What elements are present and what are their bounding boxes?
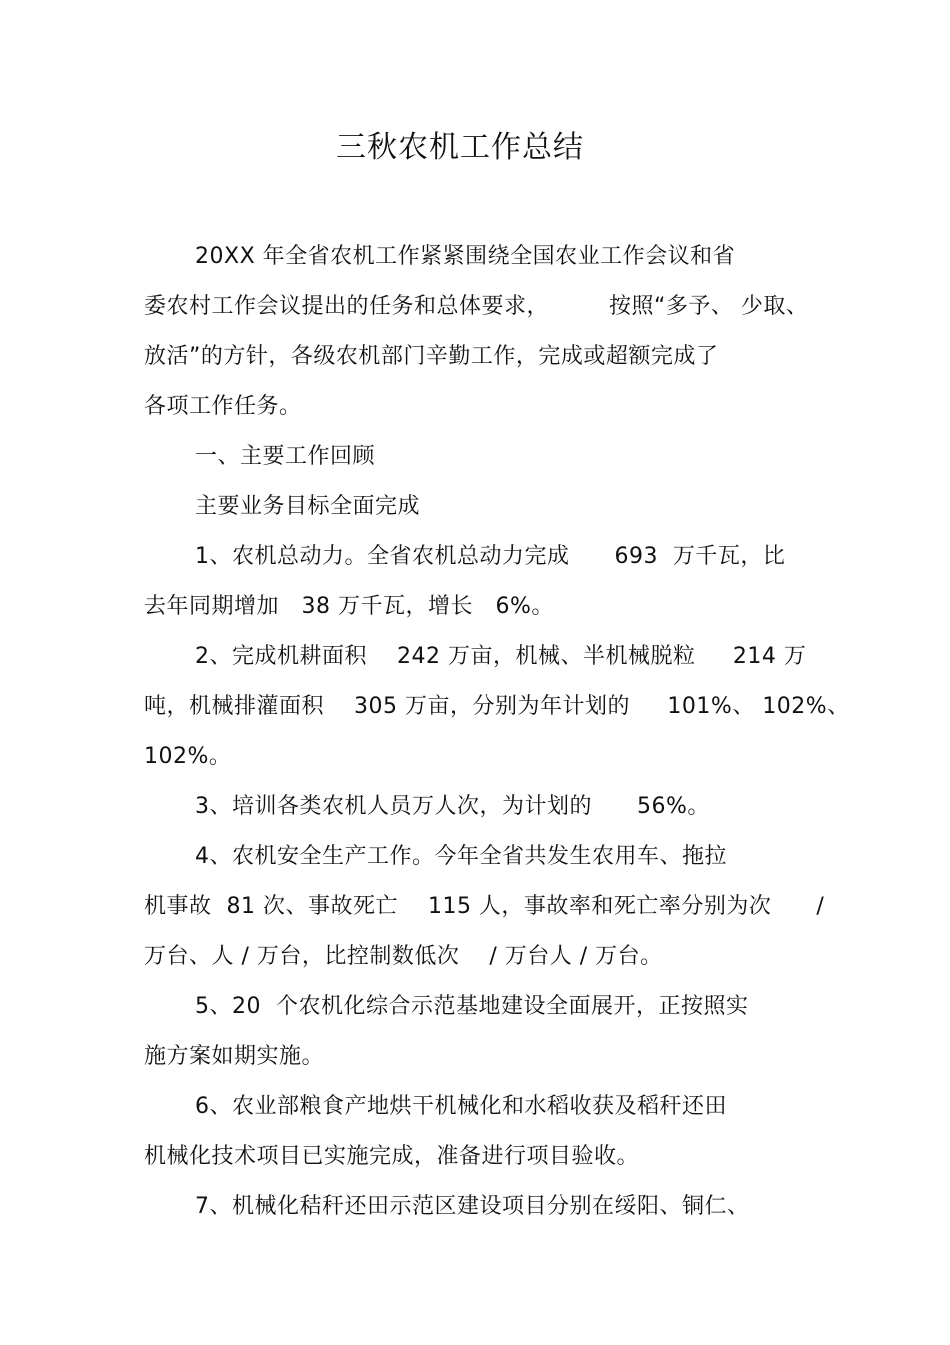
body-line: 5、20 个农机化综合示范基地建设全面展开，正按照实 — [195, 994, 749, 1019]
body-line: 1、农机总动力。全省农机总动力完成 693 万千瓦，比 — [195, 544, 786, 569]
body-line: 2、完成机耕面积 242 万亩，机械、半机械脱粒 214 万 — [195, 644, 807, 669]
body-line: 放活”的方针，各级农机部门辛勤工作，完成或超额完成了 — [144, 344, 719, 369]
body-line: 20XX 年全省农机工作紧紧围绕全国农业工作会议和省 — [195, 244, 736, 269]
section-heading: 一、主要工作回顾 — [195, 444, 376, 469]
body-line: 机械化技术项目已实施完成，准备进行项目验收。 — [144, 1144, 640, 1169]
body-line: 4、农机安全生产工作。今年全省共发生农用车、拖拉 — [195, 844, 727, 869]
body-line: 委农村工作会议提出的任务和总体要求， 按照“多予、 少取、 — [144, 294, 809, 319]
document-title: 三秋农机工作总结 — [336, 130, 584, 165]
body-line: 6、农业部粮食产地烘干机械化和水稻收获及稻秆还田 — [195, 1094, 727, 1119]
body-line: 万台、人 / 万台，比控制数低次 / 万台人 / 万台。 — [144, 944, 663, 969]
body-line: 7、机械化秸秆还田示范区建设项目分别在绥阳、铜仁、 — [195, 1194, 750, 1219]
subsection-heading: 主要业务目标全面完成 — [195, 494, 421, 519]
body-line: 各项工作任务。 — [144, 394, 302, 419]
body-line: 施方案如期实施。 — [144, 1044, 325, 1069]
body-line: 去年同期增加 38 万千瓦，增长 6%。 — [144, 594, 554, 619]
body-line: 吨，机械排灌面积 305 万亩，分别为年计划的 101%、 102%、 — [144, 694, 850, 719]
body-line: 机事故 81 次、事故死亡 115 人，事故率和死亡率分别为次 / — [144, 894, 825, 919]
body-line: 102%。 — [144, 744, 232, 769]
body-line: 3、培训各类农机人员万人次，为计划的 56%。 — [195, 794, 710, 819]
